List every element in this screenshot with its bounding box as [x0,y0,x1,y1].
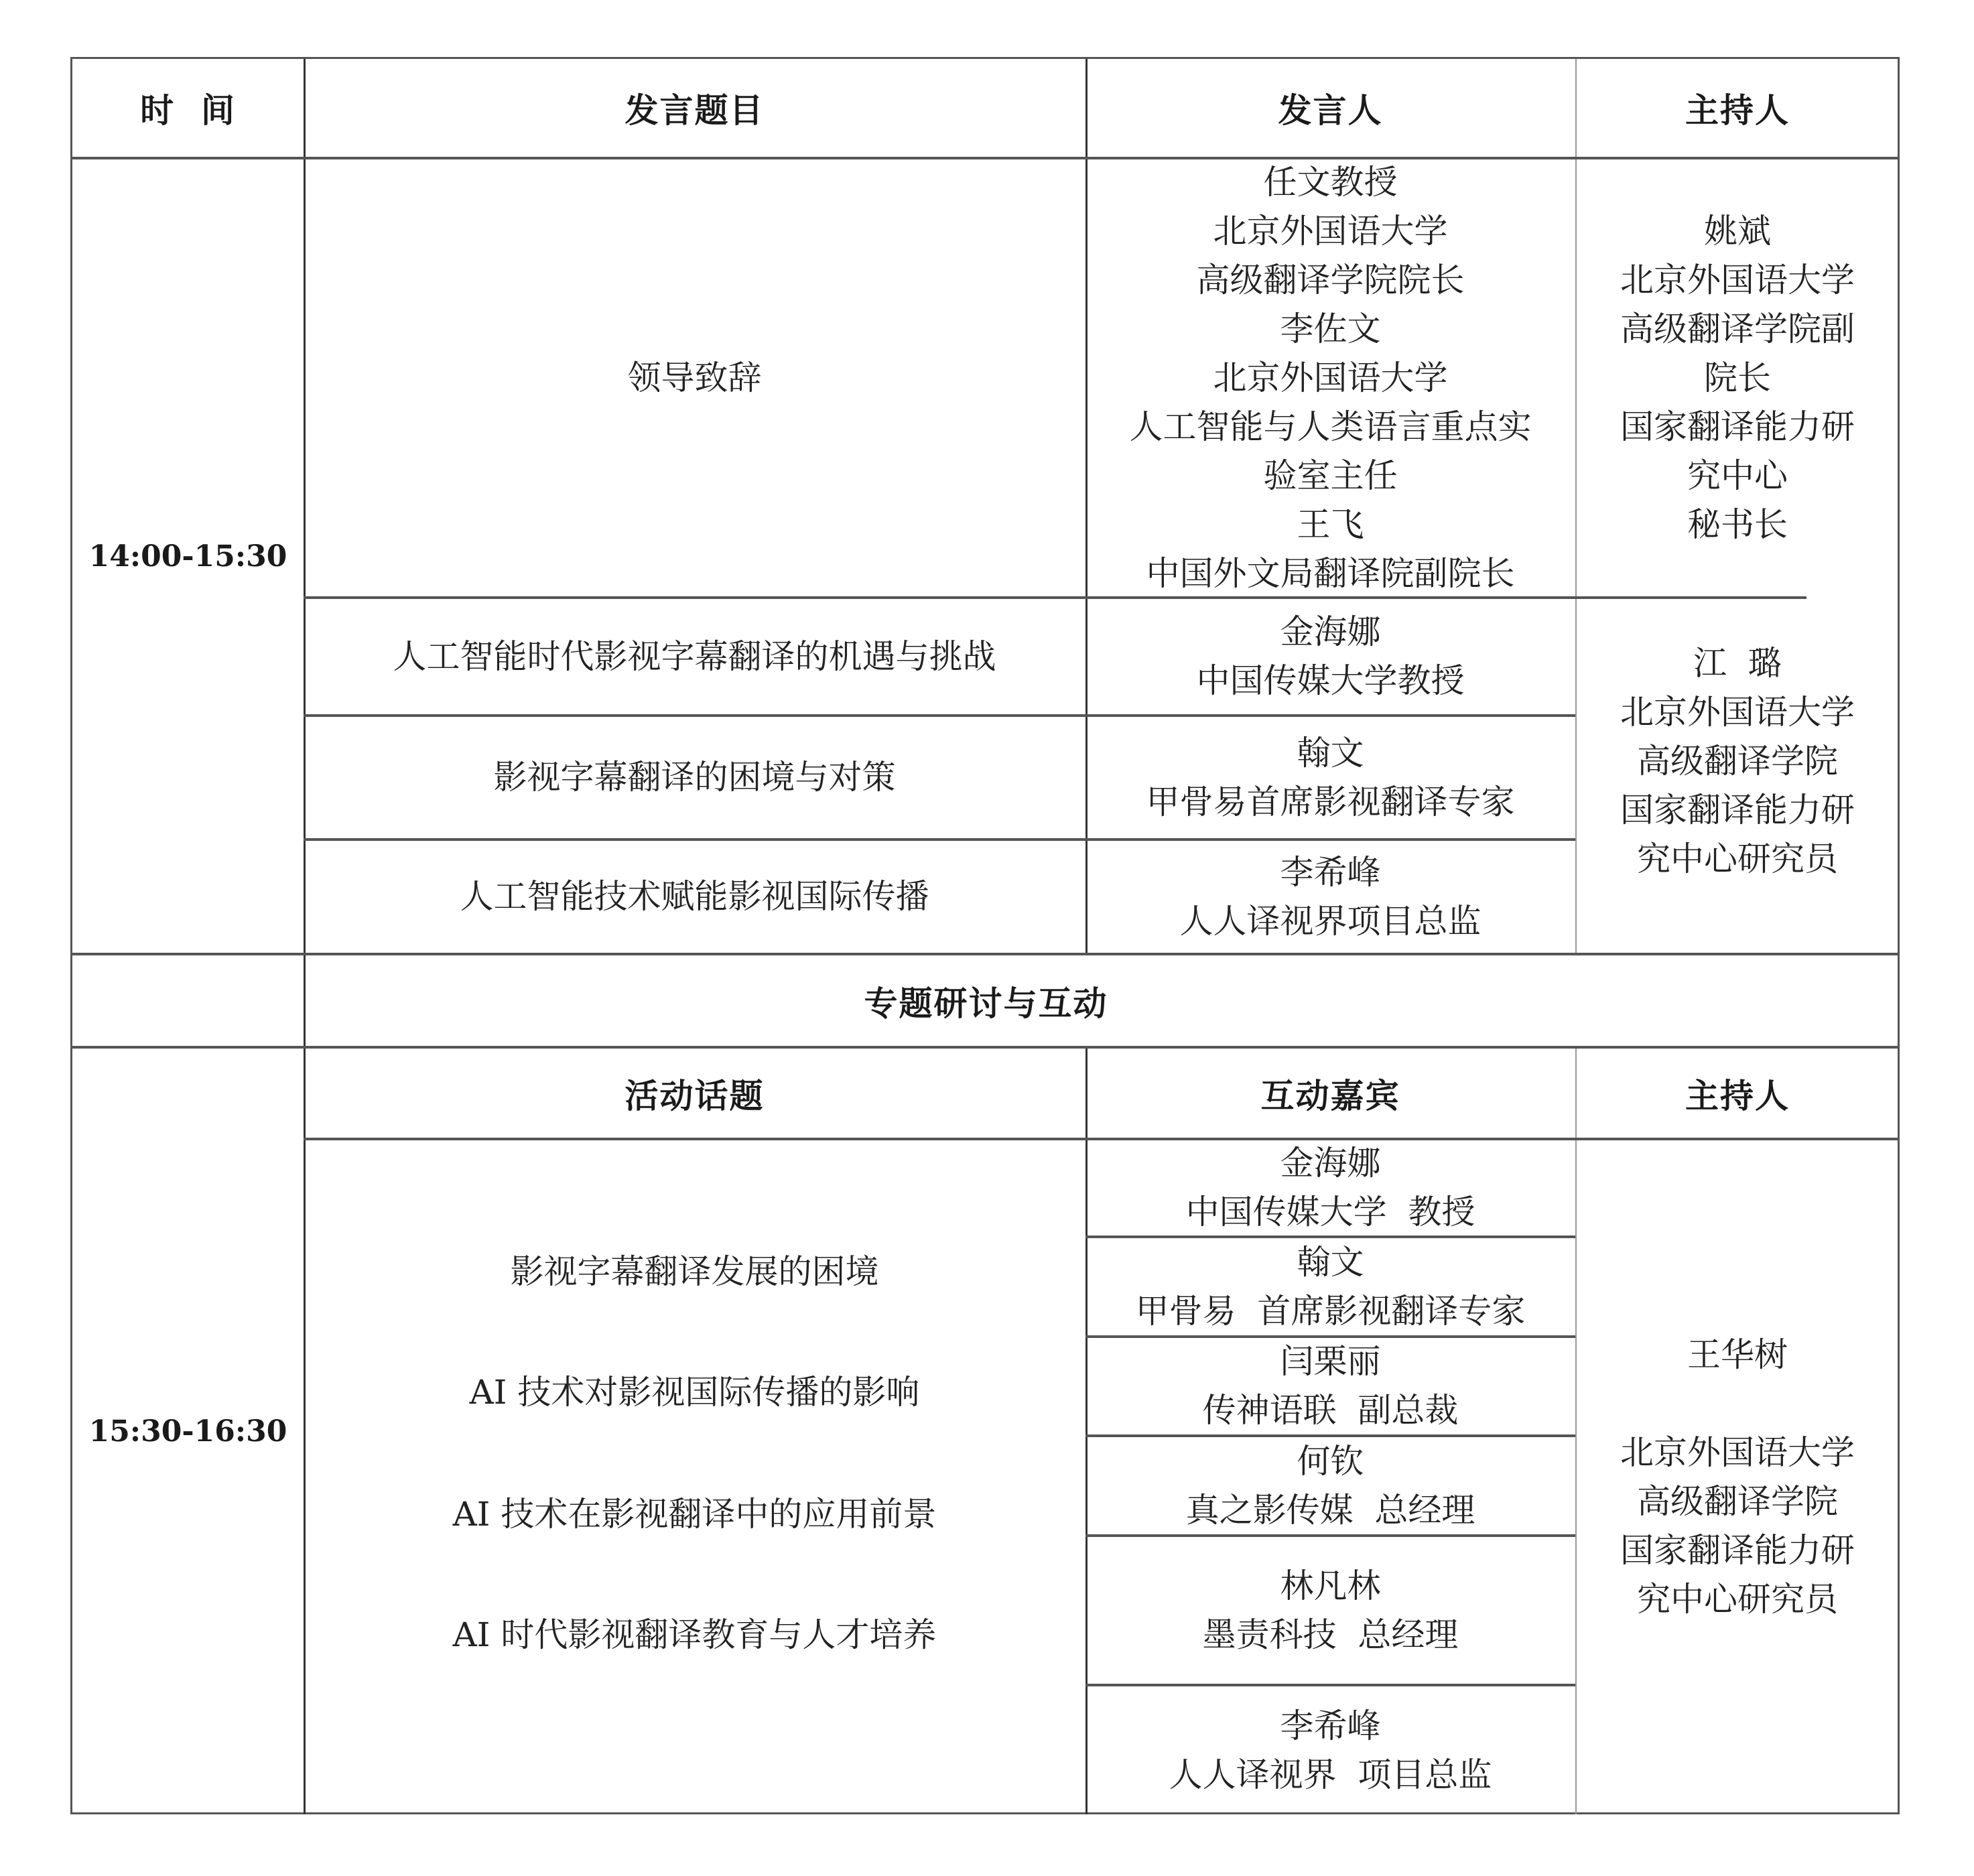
session2-header-topic: 活动话题 [624,1076,765,1116]
guest-name: 翰文 [1297,1242,1364,1282]
host-line: 国家翻译能力研 [1620,791,1855,829]
session1-topic-4: 人工智能技术赋能影视国际传播 [460,877,929,916]
speaker-line: 北京外国语大学 [1213,211,1448,251]
host-line: 国家翻译能力研 [1620,1531,1855,1570]
agenda-table [70,57,1900,1814]
host-line: 秘书长 [1687,505,1788,544]
session2-topic-2: AI 技术对影视国际传播的影响 [469,1372,920,1412]
session1-speaker-2 [1085,599,1575,714]
session1-topic-1: 领导致辞 [627,358,762,397]
speaker-line: 李佐文 [1280,309,1381,348]
speaker-line: 北京外国语大学 [1213,358,1448,397]
session1-time: 14:00-15:30 [88,539,287,574]
speaker-line: 甲骨易首席影视翻译专家 [1146,782,1515,821]
guest-5 [1085,1537,1575,1684]
host-line: 高级翻译学院副 [1620,309,1855,348]
guest-4 [1085,1437,1575,1534]
guest-name: 金海娜 [1280,1144,1381,1183]
host-line: 国家翻译能力研 [1620,407,1855,446]
guest-title: 墨责科技 总经理 [1202,1615,1459,1654]
speaker-line: 验室主任 [1263,456,1398,495]
session2-topic-3: AI 技术在影视翻译中的应用前景 [452,1494,937,1534]
session1-speaker-3 [1085,717,1575,838]
session1-shared-host [1575,599,1900,953]
session2-topic-1: 影视字幕翻译发展的困境 [510,1252,879,1291]
session2-header-host: 主持人 [1685,1076,1790,1116]
guest-title: 真之影传媒 总经理 [1185,1490,1475,1530]
host-line: 高级翻译学院 [1637,1482,1838,1521]
host-line: 究中心 [1687,456,1788,495]
host-line: 江 璐 [1693,644,1782,683]
guest-name: 何钦 [1297,1441,1364,1481]
section-banner: 专题研讨与互动 [864,984,1108,1023]
host-line: 究中心研究员 [1637,840,1838,878]
session1-speaker-4 [1085,841,1575,953]
session2-time: 15:30-16:30 [88,1414,287,1449]
header-host: 主持人 [1685,91,1790,130]
host-line: 北京外国语大学 [1620,693,1855,732]
host-line: 院长 [1704,358,1771,397]
session1-topic-2: 人工智能时代影视字幕翻译的机遇与挑战 [393,636,996,676]
host-line: 高级翻译学院 [1637,742,1838,781]
guest-name: 林凡林 [1280,1566,1381,1605]
speaker-line: 李希峰 [1280,852,1381,892]
speaker-line: 人人译视界项目总监 [1179,901,1482,941]
guest-6 [1085,1686,1575,1814]
header-topic: 发言题目 [624,91,765,130]
session2-header-guests: 互动嘉宾 [1260,1076,1400,1116]
speaker-line: 任文教授 [1263,162,1398,202]
speaker-line: 人工智能与人类语言重点实 [1129,407,1532,446]
host-line: 究中心研究员 [1637,1580,1838,1619]
guest-title: 中国传媒大学 教授 [1185,1193,1475,1231]
guest-name: 李希峰 [1280,1706,1381,1745]
host-line: 北京外国语大学 [1620,1433,1855,1472]
speaker-line: 王飞 [1297,505,1364,544]
guest-title: 人人译视界 项目总监 [1169,1755,1492,1794]
speaker-line: 翰文 [1297,733,1364,773]
speaker-line: 高级翻译学院院长 [1196,260,1465,299]
host-line: 北京外国语大学 [1620,260,1855,299]
session2-host [1575,1140,1900,1814]
session1-speaker-1 [1085,159,1575,596]
header-time: 时 间 [140,91,236,130]
session2-topic-4: AI 时代影视翻译教育与人才培养 [452,1615,937,1654]
host-line: 姚斌 [1704,211,1771,251]
host-name: 王华树 [1687,1335,1788,1374]
guest-title: 甲骨易 首席影视翻译专家 [1135,1291,1526,1331]
speaker-line: 金海娜 [1280,612,1381,651]
guest-3 [1085,1338,1575,1434]
guest-1 [1085,1140,1575,1235]
speaker-line: 中国传媒大学教授 [1196,661,1465,700]
speaker-line: 中国外文局翻译院副院长 [1146,553,1515,593]
guest-name: 闫栗丽 [1280,1342,1381,1381]
guest-2 [1085,1238,1575,1335]
guest-title: 传神语联 副总裁 [1202,1391,1459,1430]
header-speaker: 发言人 [1278,91,1383,130]
session1-topic-3: 影视字幕翻译的困境与对策 [493,758,896,797]
session1-host-1 [1575,159,1900,596]
